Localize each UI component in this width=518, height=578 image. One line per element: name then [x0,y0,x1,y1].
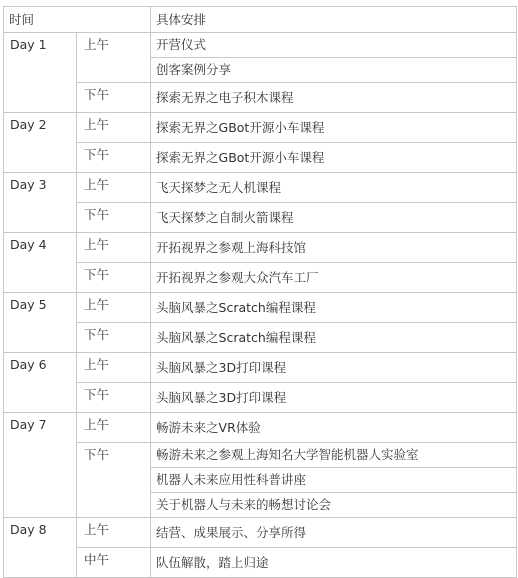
activity-cell: 飞天探梦之自制火箭课程 [151,203,517,233]
schedule-table [3,6,517,578]
day-cell: Day 5 [4,293,77,353]
day-cell: Day 1 [4,33,77,113]
activity-cell: 开拓视界之参观大众汽车工厂 [151,263,517,293]
table-row [4,383,517,413]
period-cell: 下午 [77,323,151,353]
table-row [4,83,517,113]
day-cell: Day 3 [4,173,77,233]
header-row [4,7,517,33]
activity-cell: 头脑风暴之Scratch编程课程 [151,323,517,353]
period-cell: 下午 [77,203,151,233]
activity-cell: 机器人未来应用性科普讲座 [151,468,517,493]
table-row [4,413,517,443]
activity-cell: 关于机器人与未来的畅想讨论会 [151,493,517,518]
period-cell: 下午 [77,83,151,113]
activity-cell: 开营仪式 [151,33,517,58]
table-row [4,518,517,548]
activity-cell: 头脑风暴之3D打印课程 [151,383,517,413]
table-row [4,33,517,58]
day-cell: Day 7 [4,413,77,518]
period-cell: 上午 [77,113,151,143]
activity-cell: 创客案例分享 [151,58,517,83]
period-cell: 下午 [77,443,151,518]
period-cell: 下午 [77,143,151,173]
table-row [4,293,517,323]
day-cell: Day 8 [4,518,77,578]
day-cell: Day 2 [4,113,77,173]
activity-cell: 飞天探梦之无人机课程 [151,173,517,203]
period-cell: 上午 [77,353,151,383]
table-row [4,143,517,173]
activity-cell: 开拓视界之参观上海科技馆 [151,233,517,263]
period-cell: 上午 [77,233,151,263]
header-time: 时间 [4,7,151,33]
table-row [4,113,517,143]
period-cell: 上午 [77,413,151,443]
header-arrangement: 具体安排 [151,7,517,33]
table-row [4,353,517,383]
period-cell: 上午 [77,33,151,83]
schedule-body [4,7,517,578]
period-cell: 中午 [77,548,151,578]
period-cell: 上午 [77,518,151,548]
activity-cell: 畅游未来之参观上海知名大学智能机器人实验室 [151,443,517,468]
table-row [4,548,517,578]
activity-cell: 头脑风暴之3D打印课程 [151,353,517,383]
period-cell: 上午 [77,293,151,323]
table-row [4,263,517,293]
table-row [4,233,517,263]
activity-cell: 畅游未来之VR体验 [151,413,517,443]
period-cell: 下午 [77,263,151,293]
activity-cell: 探索无界之GBot开源小车课程 [151,143,517,173]
table-row [4,443,517,468]
day-cell: Day 6 [4,353,77,413]
table-row [4,203,517,233]
activity-cell: 探索无界之GBot开源小车课程 [151,113,517,143]
activity-cell: 结营、成果展示、分享所得 [151,518,517,548]
activity-cell: 头脑风暴之Scratch编程课程 [151,293,517,323]
period-cell: 下午 [77,383,151,413]
table-row [4,173,517,203]
activity-cell: 探索无界之电子积木课程 [151,83,517,113]
day-cell: Day 4 [4,233,77,293]
activity-cell: 队伍解散，踏上归途 [151,548,517,578]
period-cell: 上午 [77,173,151,203]
table-row [4,323,517,353]
